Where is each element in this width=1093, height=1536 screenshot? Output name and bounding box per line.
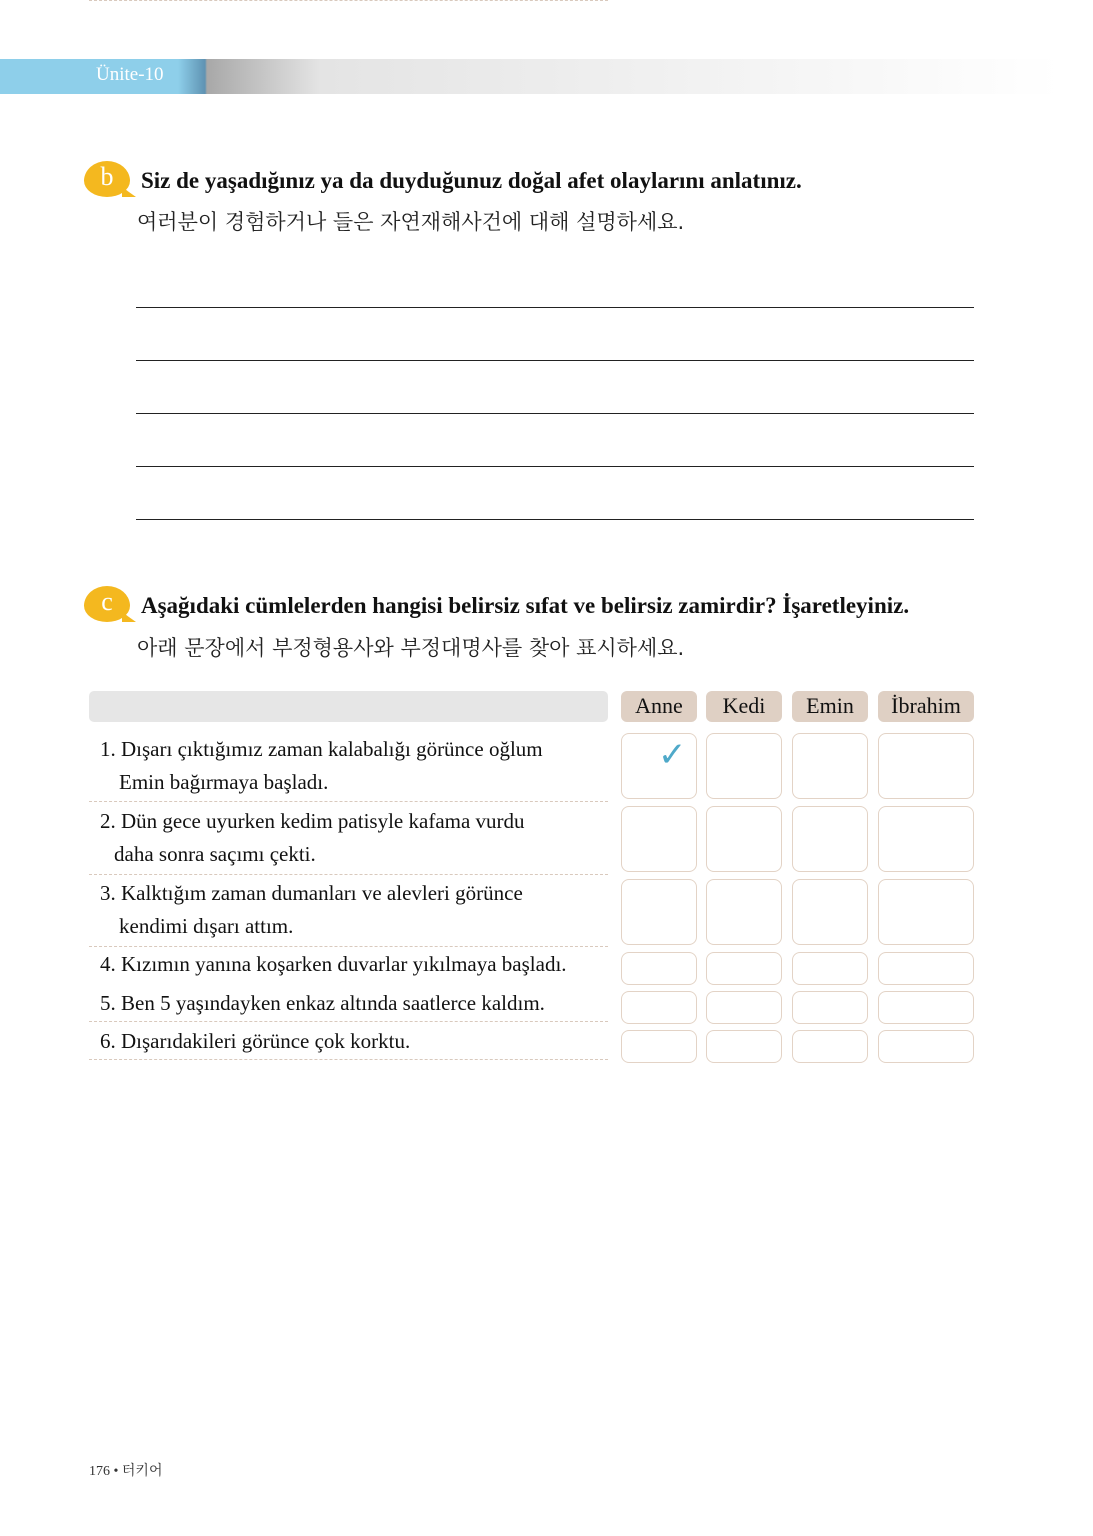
page-number: 176 <box>89 1464 110 1479</box>
section-c-badge: c <box>84 586 130 622</box>
answer-line-4[interactable] <box>136 466 974 467</box>
sentence-line-2: daha sonra saçımı çekti. <box>114 842 316 866</box>
answer-box-kedi[interactable] <box>706 806 782 872</box>
column-header-anne: Anne <box>621 691 697 722</box>
section-c-question: Aşağıdaki cümlelerden hangisi belirsiz sıfat ve belirsiz zamirdir? İşaretleyiniz. <box>141 593 910 618</box>
section-b-question: Siz de yaşadığınız ya da duyduğunuz doğal afet olaylarını anlatınız. <box>141 168 802 193</box>
column-header-kedi: Kedi <box>706 691 782 722</box>
section-c-korean: 아래 문장에서 부정형용사와 부정대명사를 찾아 표시하세요. <box>137 636 685 660</box>
sentence-line-1: 3. Kalktığım zaman dumanları ve alevleri görünce <box>100 881 523 905</box>
sentence-line-1: 2. Dün gece uyurken kedim patisyle kafama vurdu <box>100 809 525 833</box>
answer-box-anne[interactable] <box>621 991 697 1024</box>
row-divider <box>89 946 608 947</box>
answer-line-3[interactable] <box>136 413 974 414</box>
answer-box-kedi[interactable] <box>706 1030 782 1063</box>
sentence-line-1: 6. Dışarıdakileri görünce çok korktu. <box>100 1029 411 1053</box>
answer-line-1[interactable] <box>136 307 974 308</box>
answer-box-anne[interactable] <box>621 879 697 945</box>
answer-box-anne[interactable] <box>621 1030 697 1063</box>
sentence-row <box>100 733 610 799</box>
sentence-line-2: kendimi dışarı attım. <box>119 914 294 938</box>
answer-box-kedi[interactable] <box>706 733 782 799</box>
answer-box-emin[interactable] <box>792 991 868 1024</box>
answer-box-emin[interactable] <box>792 733 868 799</box>
answer-line-2[interactable] <box>136 360 974 361</box>
answer-box-emin[interactable] <box>792 952 868 985</box>
row-divider <box>89 0 608 1</box>
answer-box-emin[interactable] <box>792 806 868 872</box>
section-b-badge: b <box>84 161 130 197</box>
row-divider <box>89 801 608 802</box>
sentence-row <box>100 877 610 943</box>
answer-box-i̇brahim[interactable] <box>878 879 974 945</box>
unit-label: Ünite-10 <box>96 64 164 85</box>
row-divider <box>89 874 608 875</box>
column-header-emin: Emin <box>792 691 868 722</box>
sentence-line-1: 1. Dışarı çıktığımız zaman kalabalığı görünce oğlum <box>100 737 543 761</box>
sentence-row <box>100 805 610 871</box>
row-divider <box>89 1021 608 1022</box>
sentence-line-1: 5. Ben 5 yaşındayken enkaz altında saatlerce kaldım. <box>100 991 545 1015</box>
answer-box-i̇brahim[interactable] <box>878 991 974 1024</box>
row-divider <box>89 1059 608 1060</box>
sentence-row <box>100 948 610 981</box>
answer-line-5[interactable] <box>136 519 974 520</box>
answer-box-kedi[interactable] <box>706 879 782 945</box>
answer-box-i̇brahim[interactable] <box>878 952 974 985</box>
answer-box-anne[interactable] <box>621 806 697 872</box>
footer-separator: • <box>113 1464 119 1479</box>
answer-box-emin[interactable] <box>792 879 868 945</box>
answer-box-i̇brahim[interactable] <box>878 806 974 872</box>
footer-subject: 터키어 <box>121 1464 163 1479</box>
sentence-row <box>100 1025 610 1058</box>
answer-box-i̇brahim[interactable] <box>878 733 974 799</box>
sentence-line-1: 4. Kızımın yanına koşarken duvarlar yıkılmaya başladı. <box>100 952 567 976</box>
sentence-row <box>100 987 610 1020</box>
answer-box-kedi[interactable] <box>706 991 782 1024</box>
section-b-korean: 여러분이 경험하거나 들은 자연재해사건에 대해 설명하세요. <box>137 210 685 234</box>
answer-box-emin[interactable] <box>792 1030 868 1063</box>
answer-box-i̇brahim[interactable] <box>878 1030 974 1063</box>
sentence-line-2: Emin bağırmaya başladı. <box>119 770 329 794</box>
checkmark-icon: ✓ <box>658 735 687 775</box>
column-header-ibrahim: İbrahim <box>878 691 974 722</box>
answer-box-anne[interactable] <box>621 952 697 985</box>
page-footer <box>89 1460 162 1480</box>
answer-box-kedi[interactable] <box>706 952 782 985</box>
table-header-blank <box>89 691 608 722</box>
